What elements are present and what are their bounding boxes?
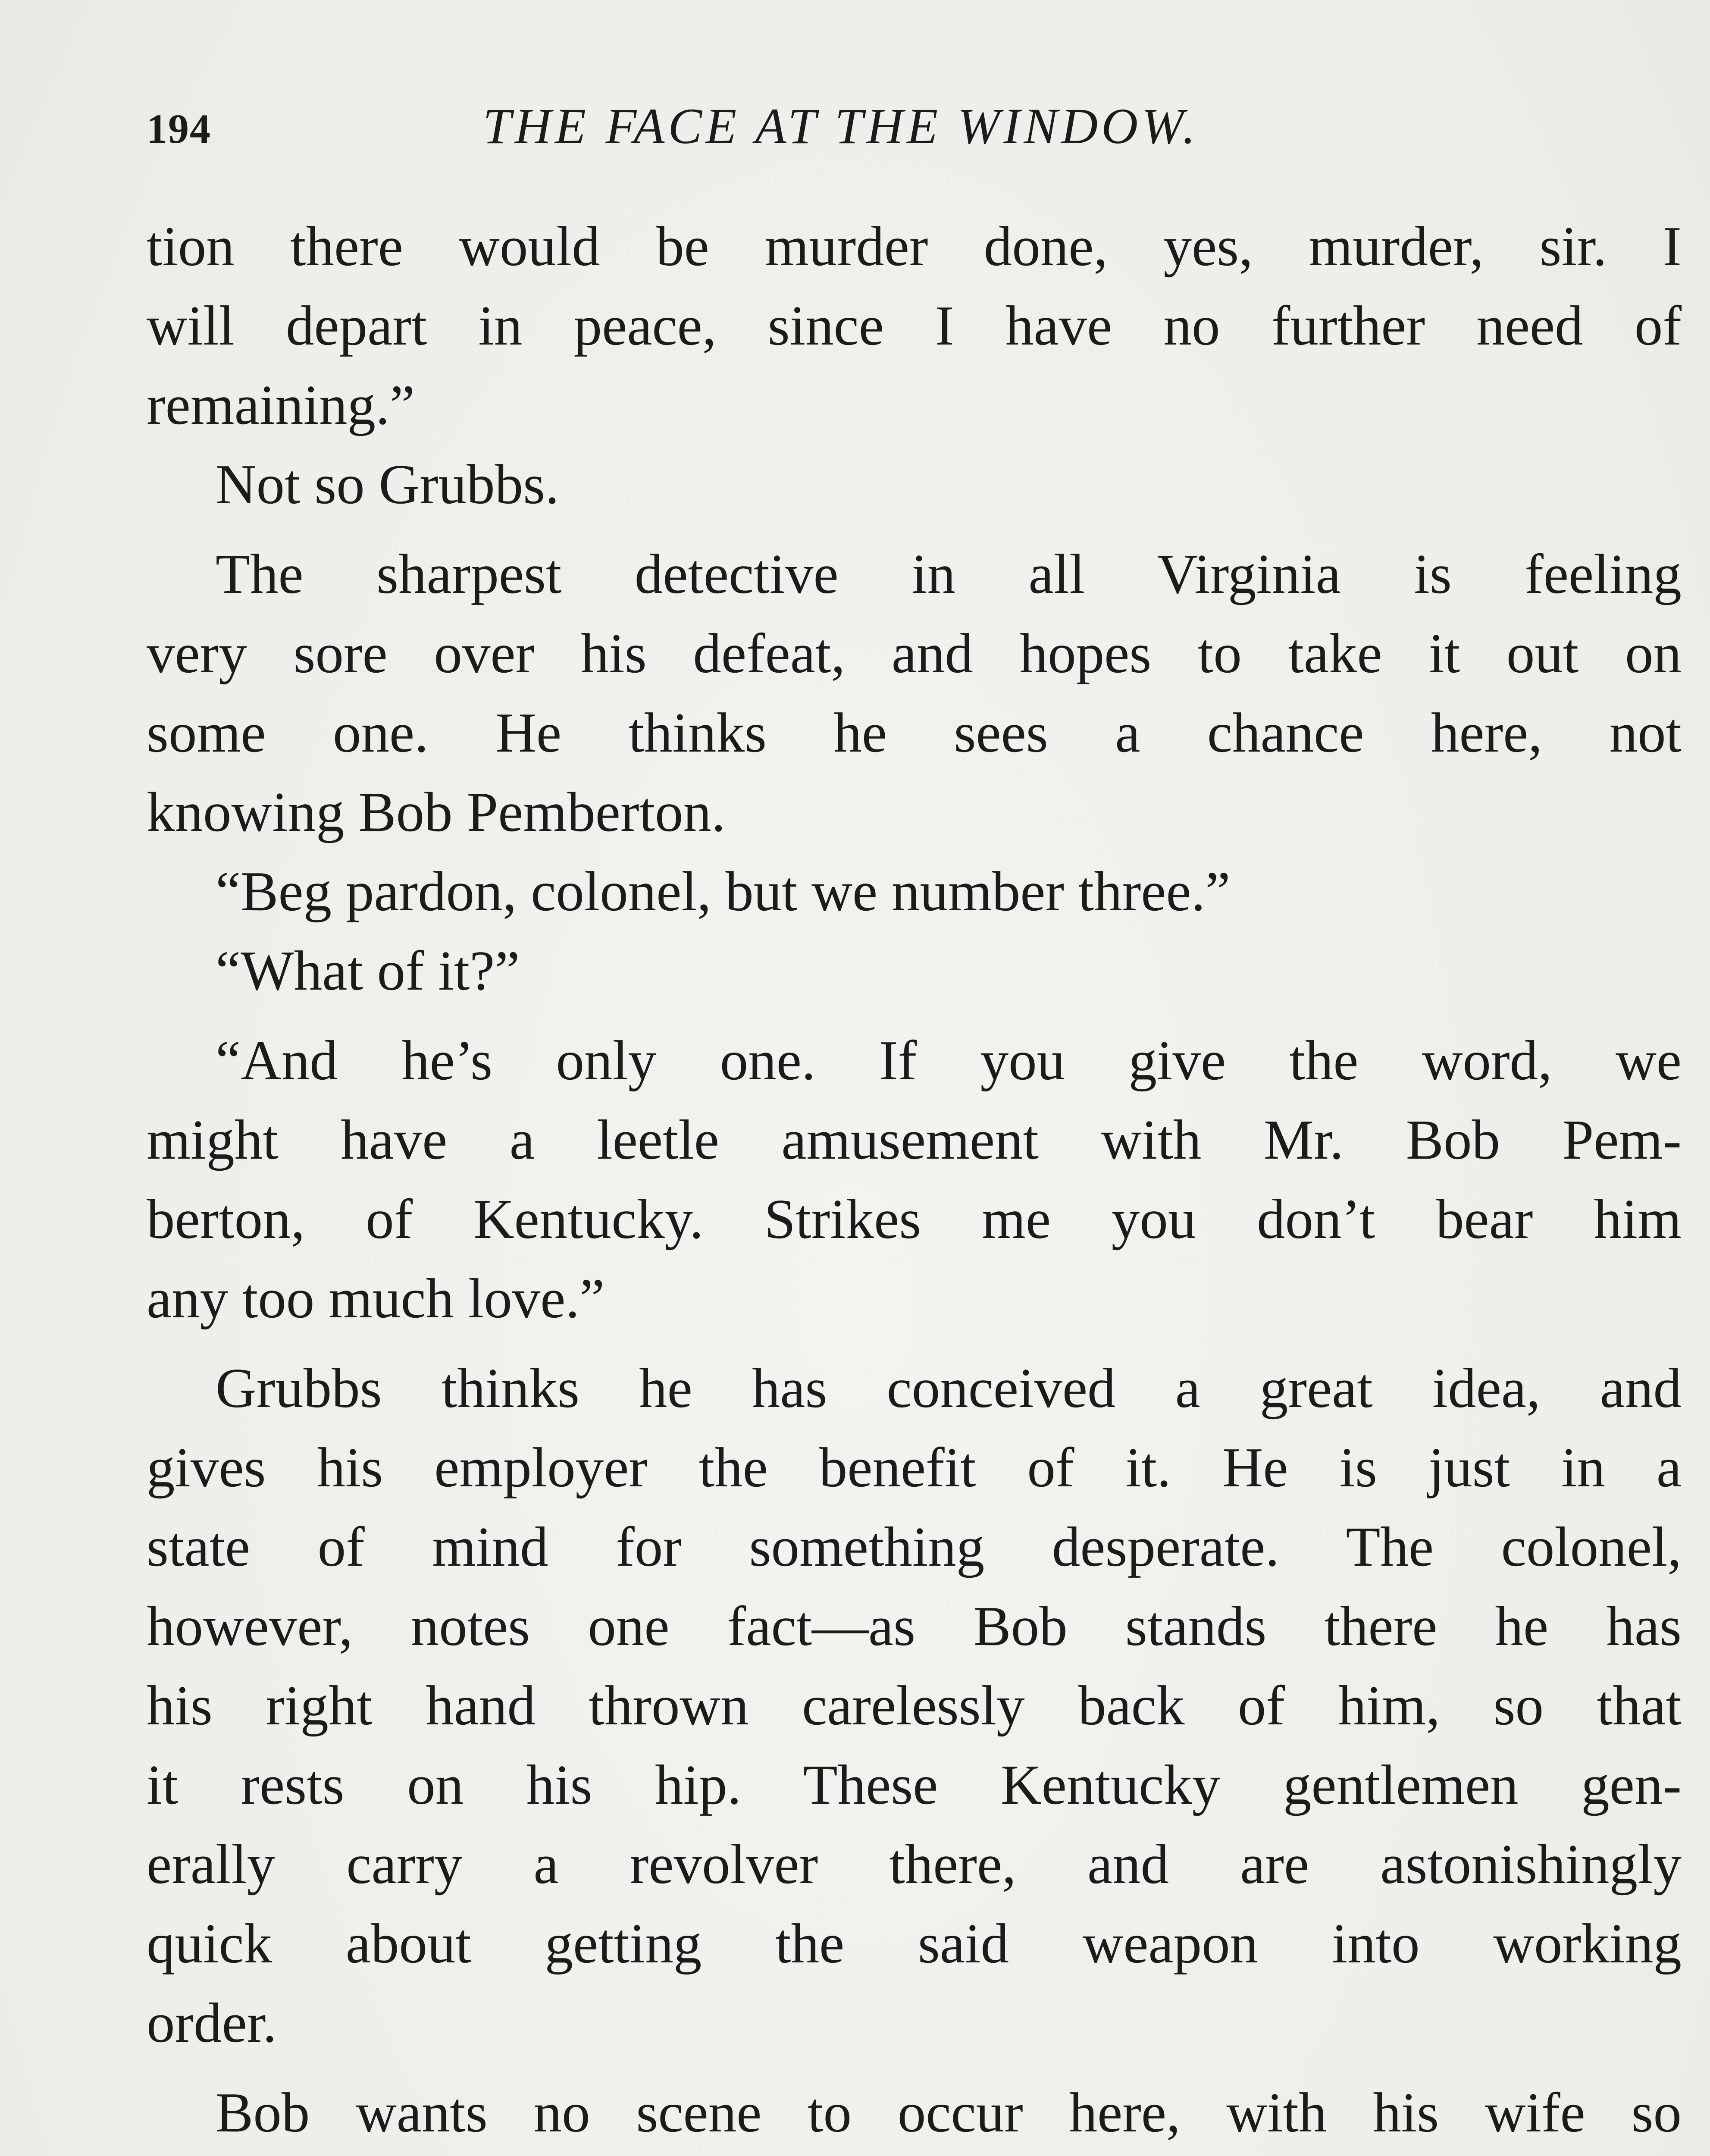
page-header xyxy=(147,97,1682,157)
text-line: might have a leetle amusement with Mr. Bob Pem- xyxy=(147,1109,1682,1171)
text-line xyxy=(147,2153,1682,2156)
text-line: “Beg pardon, colonel, but we number three.” xyxy=(216,860,1231,923)
text-line: gives his employer the benefit of it. He is just in a xyxy=(147,1436,1682,1499)
body-text xyxy=(147,207,1682,2156)
page-number: 194 xyxy=(147,106,211,152)
text-line: tion there would be murder done, yes, murder, sir. I xyxy=(147,215,1682,278)
text-line: “And he’s only one. If you give the word, we xyxy=(216,1029,1682,1092)
text-line: “What of it?” xyxy=(216,940,520,1002)
text-line: Grubbs thinks he has conceived a great idea, and xyxy=(216,1357,1682,1420)
text-line: his right hand thrown carelessly back of him, so that xyxy=(147,1674,1682,1737)
text-line: Bob wants no scene to occur here, with his wife so xyxy=(216,2081,1682,2144)
text-line: quick about getting the said weapon into working xyxy=(147,1912,1682,1975)
text-line: order. xyxy=(147,1992,277,2054)
text-line: any too much love.” xyxy=(147,1267,605,1330)
text-line: some one. He thinks he sees a chance here, not xyxy=(147,702,1682,764)
text-line: state of mind for something desperate. The colonel, xyxy=(147,1516,1682,1578)
text-line: knowing Bob Pemberton. xyxy=(147,781,726,843)
text-line: however, notes one fact—as Bob stands there he has xyxy=(147,1595,1682,1658)
text-line: very sore over his defeat, and hopes to take it out on xyxy=(147,622,1682,685)
text-line: will depart in peace, since I have no further need of xyxy=(147,295,1682,357)
text-line: Not so Grubbs. xyxy=(216,453,559,516)
text-line: berton, of Kentucky. Strikes me you don’t bear him xyxy=(147,1188,1682,1250)
text-line: remaining.” xyxy=(147,374,415,436)
text-line: erally carry a revolver there, and are astonishingly xyxy=(147,1833,1682,1896)
running-title: THE FACE AT THE WINDOW. xyxy=(483,98,1199,154)
text-line: The sharpest detective in all Virginia is feeling xyxy=(216,543,1682,605)
text-line: it rests on his hip. These Kentucky gentlemen gen- xyxy=(147,1754,1682,1816)
